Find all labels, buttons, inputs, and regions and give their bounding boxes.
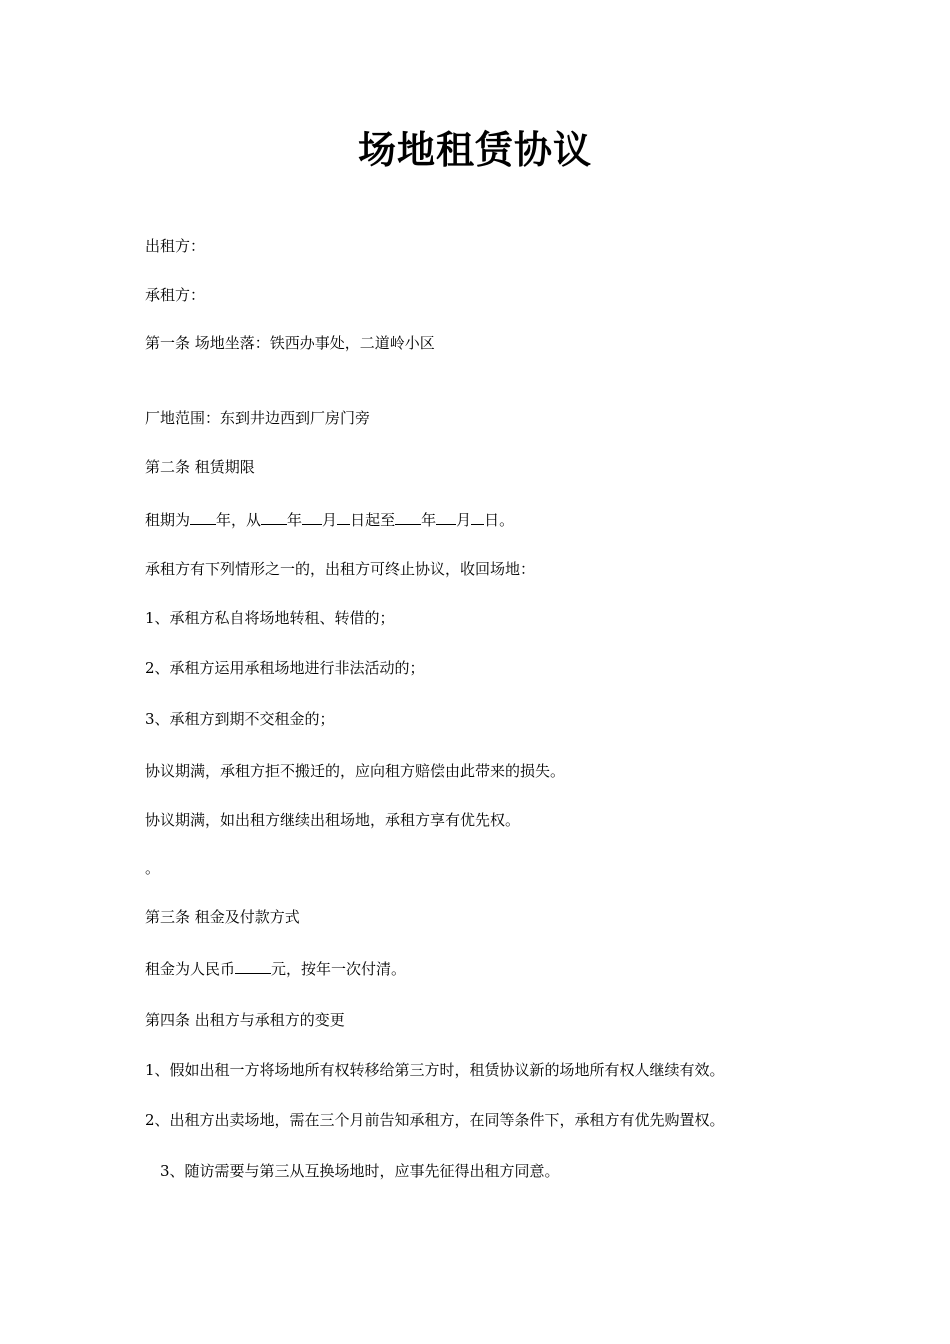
termination-intro: 承租方有下列情形之一的，出租方可终止协议，收回场地： bbox=[145, 560, 536, 578]
rent-text-2: 元，按年一次付清。 bbox=[271, 960, 407, 978]
lease-term-line bbox=[145, 508, 514, 531]
end-day-blank[interactable] bbox=[471, 508, 484, 525]
end-year-blank[interactable] bbox=[395, 508, 421, 525]
rent-text-1: 租金为人民币 bbox=[145, 960, 236, 978]
change-item: 1、假如出租一方将场地所有权转移给第三方时，租赁协议新的场地所有权人继续有效。 bbox=[145, 1061, 725, 1079]
term-years-blank[interactable] bbox=[190, 508, 216, 525]
end-month-blank[interactable] bbox=[436, 508, 456, 525]
article-4-heading: 第四条 出租方与承租方的变更 bbox=[145, 1011, 345, 1029]
start-month-blank[interactable] bbox=[302, 508, 322, 525]
term-text-6: 年 bbox=[421, 511, 437, 529]
rent-amount-blank[interactable] bbox=[235, 957, 271, 974]
termination-item: 1、承租方私自将场地转租、转借的； bbox=[145, 609, 395, 627]
term-text-2: 年，从 bbox=[216, 511, 262, 529]
expiry-clause-2: 协议期满，如出租方继续出租场地，承租方享有优先权。 bbox=[145, 811, 521, 829]
lessor-line: 出租方： bbox=[145, 237, 206, 255]
termination-item: 2、承租方运用承租场地进行非法活动的； bbox=[145, 659, 425, 677]
change-item: 3、随访需要与第三从互换场地时，应事先征得出租方同意。 bbox=[160, 1162, 560, 1180]
article-1-heading: 第一条 场地坐落：铁西办事处，二道岭小区 bbox=[145, 334, 435, 352]
term-text-1: 租期为 bbox=[145, 511, 191, 529]
document-title: 场地租赁协议 bbox=[357, 127, 592, 172]
term-text-4: 月 bbox=[322, 511, 338, 529]
article-2-heading: 第二条 租赁期限 bbox=[145, 458, 255, 476]
term-text-8: 日。 bbox=[484, 511, 515, 529]
site-scope-line: 厂地范围：东到井边西到厂房门旁 bbox=[145, 409, 371, 427]
start-year-blank[interactable] bbox=[261, 508, 287, 525]
term-text-3: 年 bbox=[287, 511, 303, 529]
rent-line bbox=[145, 957, 406, 980]
termination-item: 3、承租方到期不交租金的； bbox=[145, 710, 335, 728]
stray-mark: 。 bbox=[145, 859, 161, 877]
expiry-clause-1: 协议期满，承租方拒不搬迁的，应向租方赔偿由此带来的损失。 bbox=[145, 762, 566, 780]
term-text-5: 日起至 bbox=[350, 511, 396, 529]
start-day-blank[interactable] bbox=[337, 508, 350, 525]
change-item: 2、出租方出卖场地，需在三个月前告知承租方，在同等条件下，承租方有优先购置权。 bbox=[145, 1111, 725, 1129]
lessee-line: 承租方： bbox=[145, 286, 206, 304]
term-text-7: 月 bbox=[456, 511, 472, 529]
article-3-heading: 第三条 租金及付款方式 bbox=[145, 908, 300, 926]
